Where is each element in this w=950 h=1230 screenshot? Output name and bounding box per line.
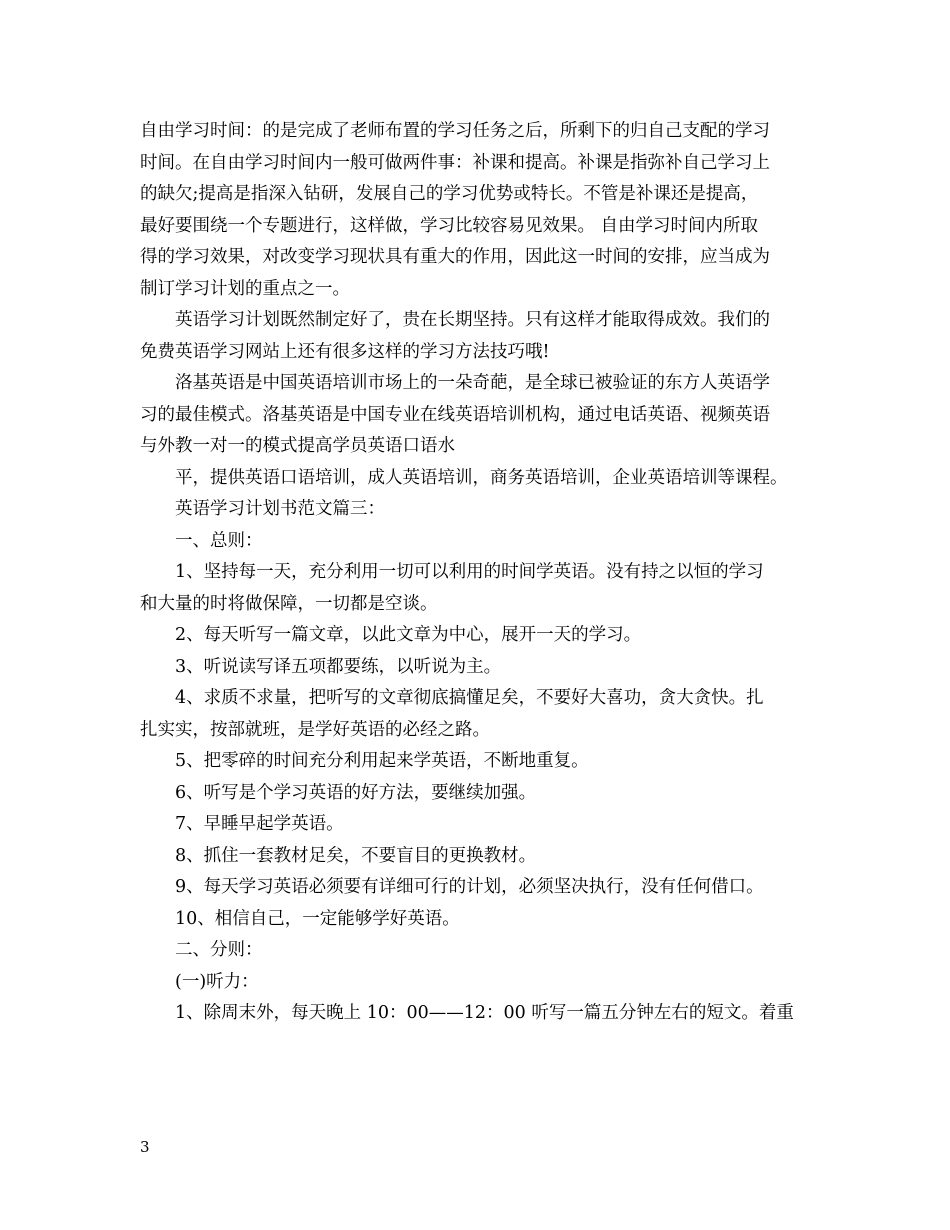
text-line: 制订学习计划的重点之一。 <box>140 278 350 299</box>
text-line: 洛基英语是中国英语培训市场上的一朵奇葩，是全球已被验证的东方人英语学 <box>175 373 770 393</box>
text-line: 免费英语学习网站上还有很多这样的学习方法技巧哦! <box>140 341 550 362</box>
text-line: 自由学习时间：的是完成了老师布置的学习任务之后，所剩下的归自己支配的学习 <box>140 121 770 141</box>
text-line: 最好要围绕一个专题进行，这样做，学习比较容易见效果。 自由学习时间内所取 <box>140 215 759 236</box>
section-heading: 二、分则： <box>175 940 263 960</box>
list-item: 6、听写是个学习英语的好方法，要继续加强。 <box>175 782 537 803</box>
text-line: 的缺欠;提高是指深入钻研，发展自己的学习优势或特长。不管是补课还是提高， <box>140 184 759 204</box>
text-line: 英语学习计划既然制定好了，贵在长期坚持。只有这样才能取得成效。我们的 <box>175 310 770 330</box>
section-heading: 一、总则： <box>175 530 263 551</box>
text-line: 习的最佳模式。洛基英语是中国专业在线英语培训机构，通过电话英语、视频英语 <box>140 404 770 425</box>
list-item: 4、求质不求量，把听写的文章彻底搞懂足矣，不要好大喜功，贪大贪快。扎 <box>175 688 764 708</box>
text-line: 与外教一对一的模式提高学员英语口语水 <box>140 436 455 456</box>
list-item: 9、每天学习英语必须要有详细可行的计划，必须坚决执行，没有任何借口。 <box>175 877 764 897</box>
list-item: 7、早睡早起学英语。 <box>175 814 344 834</box>
list-item: 5、把零碎的时间充分利用起来学英语，不断地重复。 <box>175 751 589 771</box>
text-line: 扎实实，按部就班，是学好英语的必经之路。 <box>140 719 490 740</box>
text-line: 时间。在自由学习时间内一般可做两件事：补课和提高。补课是指弥补自己学习上 <box>140 152 770 173</box>
section-heading: 英语学习计划书范文篇三： <box>175 499 385 519</box>
subsection-heading: (一)听力： <box>175 971 259 992</box>
text-line: 和大量的时将做保障，一切都是空谈。 <box>140 593 438 614</box>
list-item: 10、相信自己，一定能够学好英语。 <box>175 908 460 929</box>
page-number: 3 <box>140 1138 150 1156</box>
document-body <box>140 116 810 1030</box>
list-item: 2、每天听写一篇文章，以此文章为中心，展开一天的学习。 <box>175 625 642 645</box>
list-item: 3、听说读写译五项都要练，以听说为主。 <box>175 656 502 677</box>
list-item: 8、抓住一套教材足矣，不要盲目的更换教材。 <box>175 845 537 866</box>
text-line: 得的学习效果，对改变学习现状具有重大的作用，因此这一时间的安排，应当成为 <box>140 247 770 267</box>
list-item: 1、除周末外，每天晚上 10：00——12：00 听写一篇五分钟左右的短文。着重 <box>175 1003 794 1023</box>
list-item: 1、坚持每一天，充分利用一切可以利用的时间学英语。没有持之以恒的学习 <box>175 562 764 582</box>
text-line: 平，提供英语口语培训，成人英语培训，商务英语培训，企业英语培训等课程。 <box>175 467 788 488</box>
